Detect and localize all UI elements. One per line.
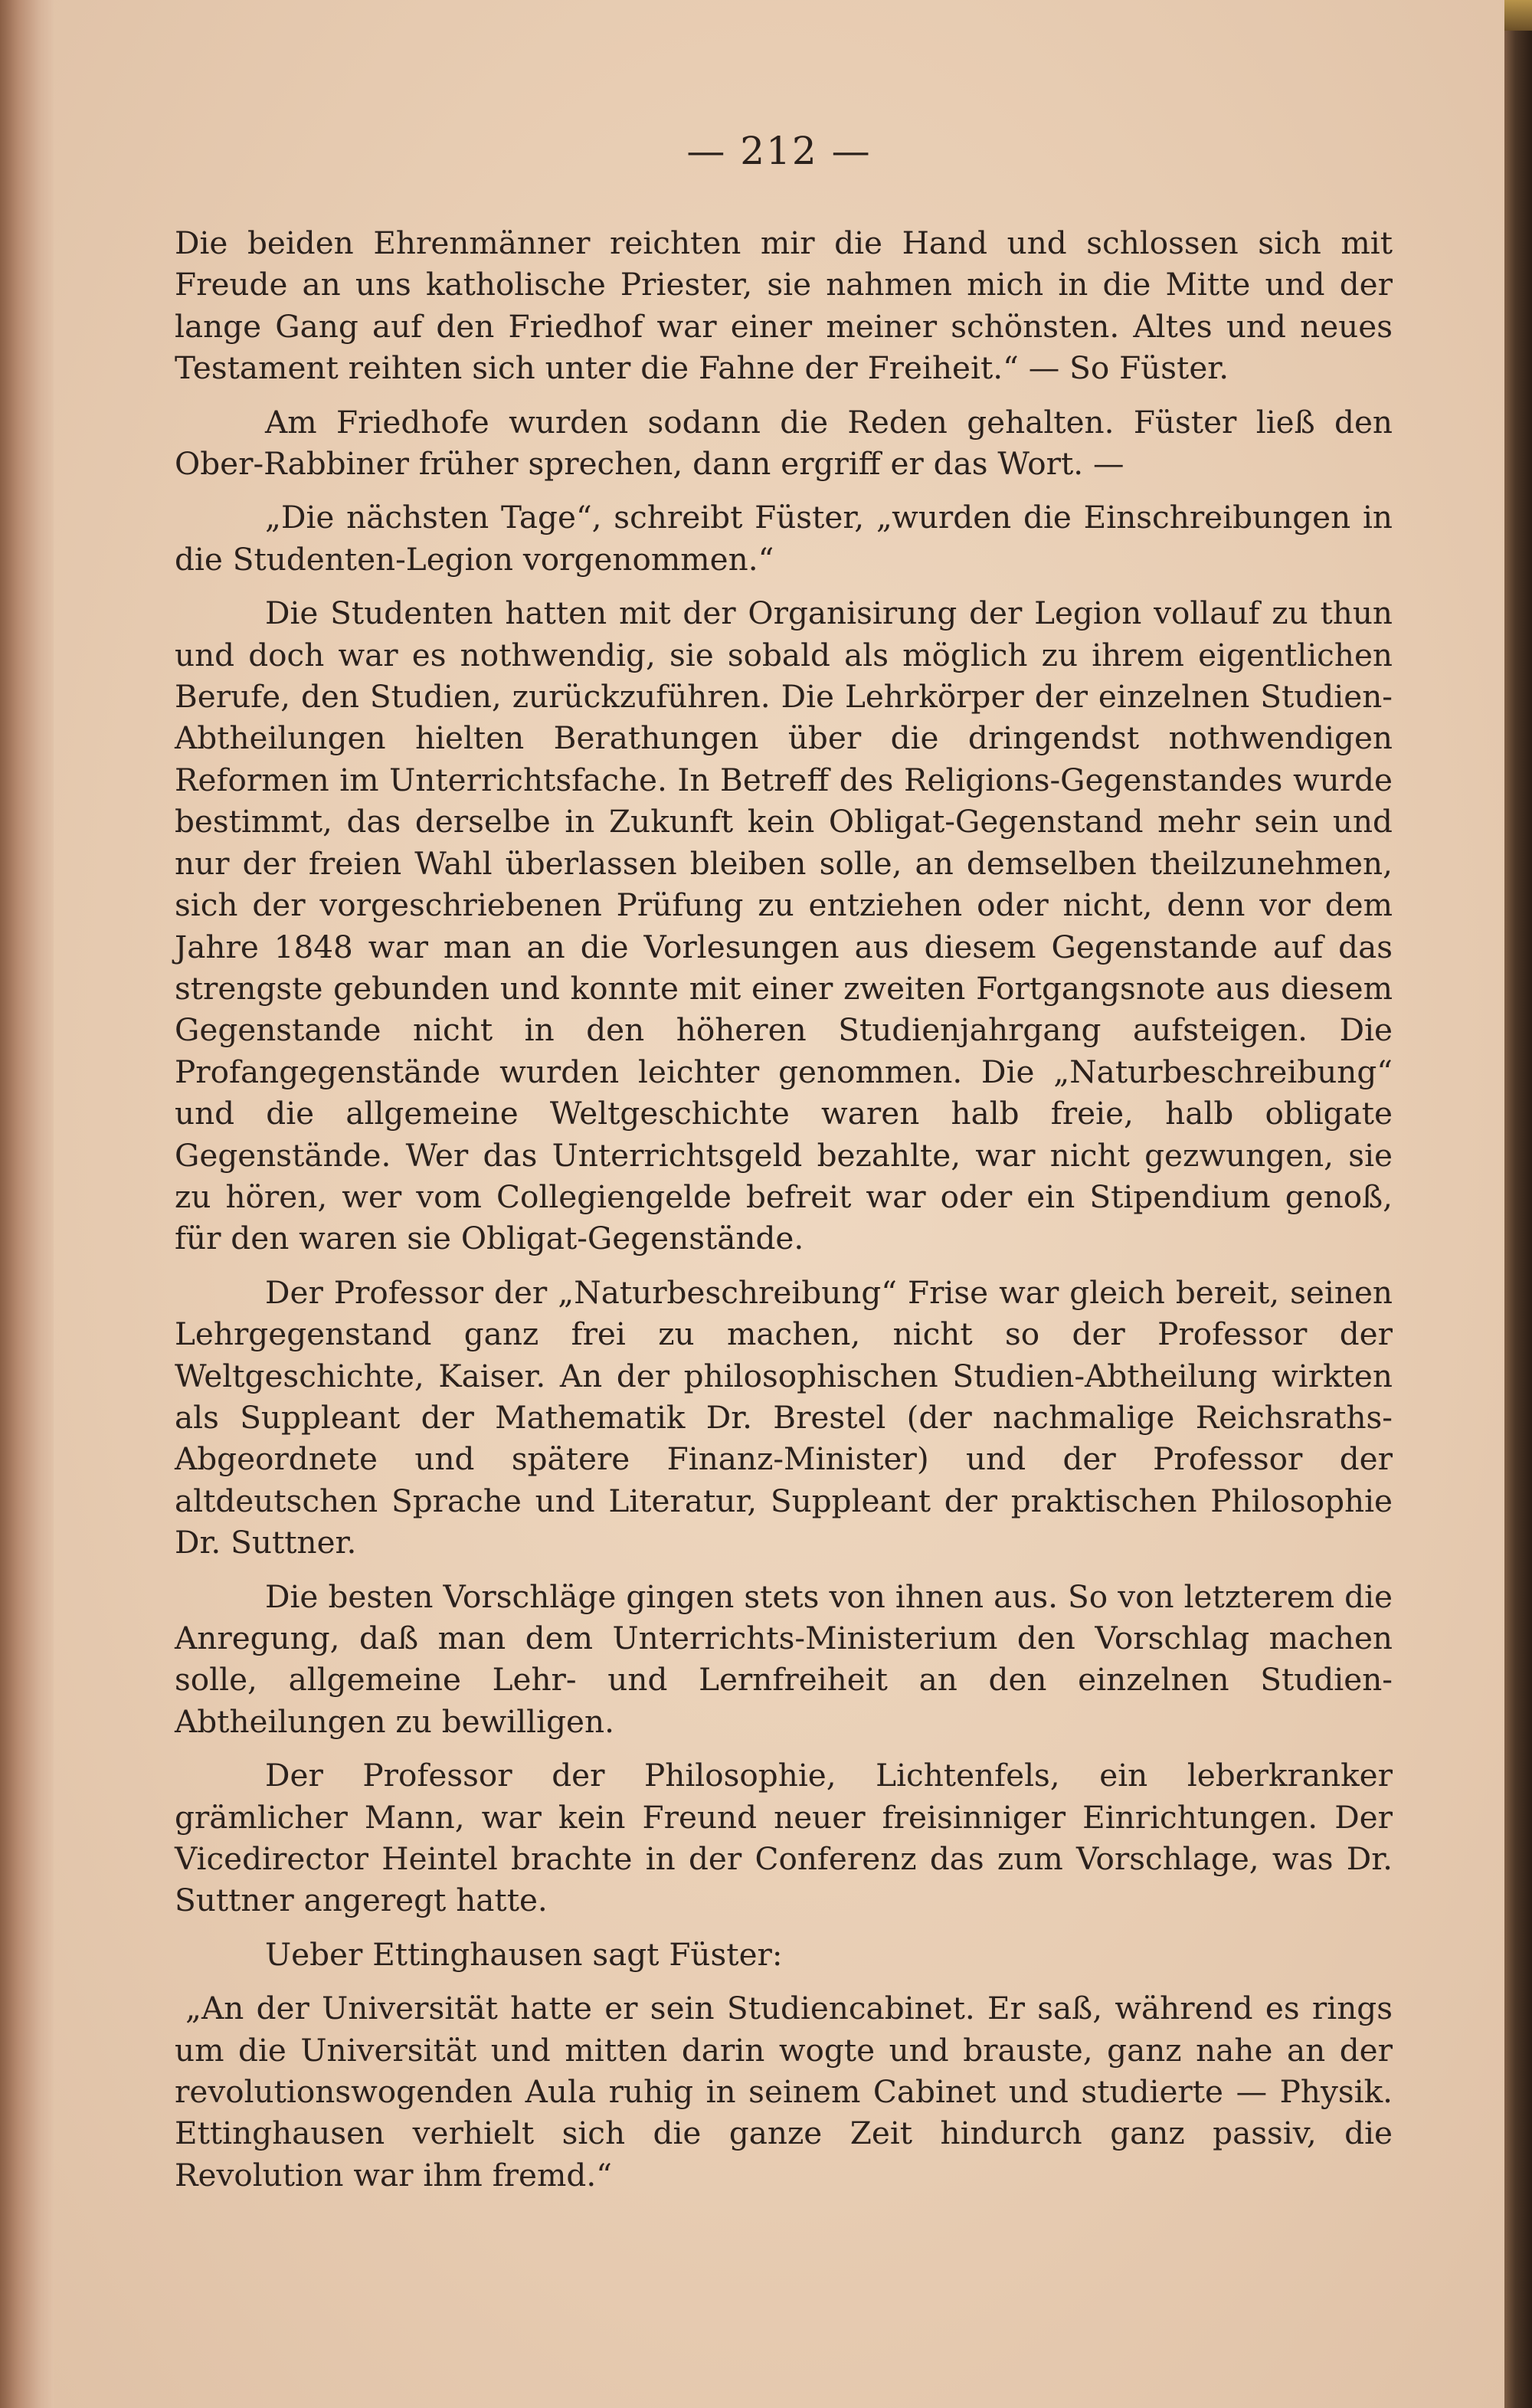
paragraph-2: Am Friedhofe wurden sodann die Reden gehalten. Füster ließ den Ober-Rabbiner früher sprechen, dann ergriff er das Wort. —	[175, 403, 1393, 483]
paragraph-4: Die Studenten hatten mit der Organisirung der Legion vollauf zu thun und doch war es nothwendig, sie sobald als möglich zu ihrem eigentlichen Berufe, den Studien, zurückzuführen. Die Lehrkörper der einzelnen Studien-Abtheilungen hielten Berathungen über die dringendst nothwendigen Reformen im Unterrichtsfache. In Betreff des Religions-Gegenstandes wurde bestimmt, das derselbe in Zukunft kein Obligat-Gegenstand mehr sein und nur der freien Wahl überlassen bleiben solle, an demselben theilzunehmen, sich der vorgeschriebenen Prüfung zu entziehen oder nicht, denn vor dem Jahre 1848 war man an die Vorlesungen aus diesem Gegenstande auf das strengste gebunden und konnte mit einer zweiten Fortgangsnote aus diesem Gegenstande nicht in den höheren Studienjahrgang aufsteigen. Die Profangegenstände wurden leichter genommen. Die „Naturbeschreibung“ und die allgemeine Weltgeschichte waren halb freie, halb obligate Gegenstände. Wer das Unterrichtsgeld bezahlte, war nicht gezwungen, sie zu hören, wer vom Collegiengelde befreit war oder ein Stipendium genoß, für den waren sie Obligat-Gegenstände.	[175, 595, 1393, 1257]
page-number: — 212 —	[686, 129, 872, 173]
book-gutter-edge	[0, 0, 54, 2408]
paragraph-6: Die besten Vorschläge gingen stets von ihnen aus. So von letzterem die Anregung, daß man dem Unterrichts-Ministerium den Vorschlag machen solle, allgemeine Lehr- und Lernfreiheit an den einzelnen Studien-Abtheilungen zu bewilligen.	[175, 1577, 1393, 1740]
paragraph-7: Der Professor der Philosophie, Lichtenfels, ein leberkranker grämlicher Mann, war kein Freund neuer freisinniger Einrichtungen. Der Vicedirector Heintel brachte in der Conferenz das zum Vorschlage, was Dr. Suttner angeregt hatte.	[175, 1757, 1393, 1919]
cover-gilt-corner	[1504, 0, 1532, 31]
body-text	[175, 222, 1393, 2208]
paragraph-3: „Die nächsten Tage“, schreibt Füster, „wurden die Einschreibungen in die Studenten-Legion vorgenommen.“	[175, 499, 1393, 578]
book-page	[54, 0, 1504, 2408]
paragraph-9-quote: „An der Universität hatte er sein Studiencabinet. Er saß, während es rings um die Universität und mitten darin wogte und brauste, ganz nahe an der revolutionswogenden Aula ruhig in seinem Cabinet und studierte — Physik. Ettinghausen verhielt sich die ganze Zeit hindurch ganz passiv, die Revolution war ihm fremd.“	[175, 1990, 1393, 2193]
paragraph-8: Ueber Ettinghausen sagt Füster:	[265, 1935, 783, 1973]
paragraph-1: Die beiden Ehrenmänner reichten mir die Hand und schlossen sich mit Freude an uns katholische Priester, sie nahmen mich in die Mitte und der lange Gang auf den Friedhof war einer meiner schönsten. Altes und neues Testament reihten sich unter die Fahne der Freiheit.“ — So Füster.	[175, 224, 1393, 387]
book-cover-edge	[1504, 0, 1532, 2408]
paragraph-5: Der Professor der „Naturbeschreibung“ Frise war gleich bereit, seinen Lehrgegenstand ganz frei zu machen, nicht so der Professor der Weltgeschichte, Kaiser. An der philosophischen Studien-Abtheilung wirkten als Suppleant der Mathematik Dr. Brestel (der nachmalige Reichsraths-Abgeordnete und spätere Finanz-Minister) und der Professor der altdeutschen Sprache und Literatur, Suppleant der praktischen Philosophie Dr. Suttner.	[175, 1273, 1393, 1561]
